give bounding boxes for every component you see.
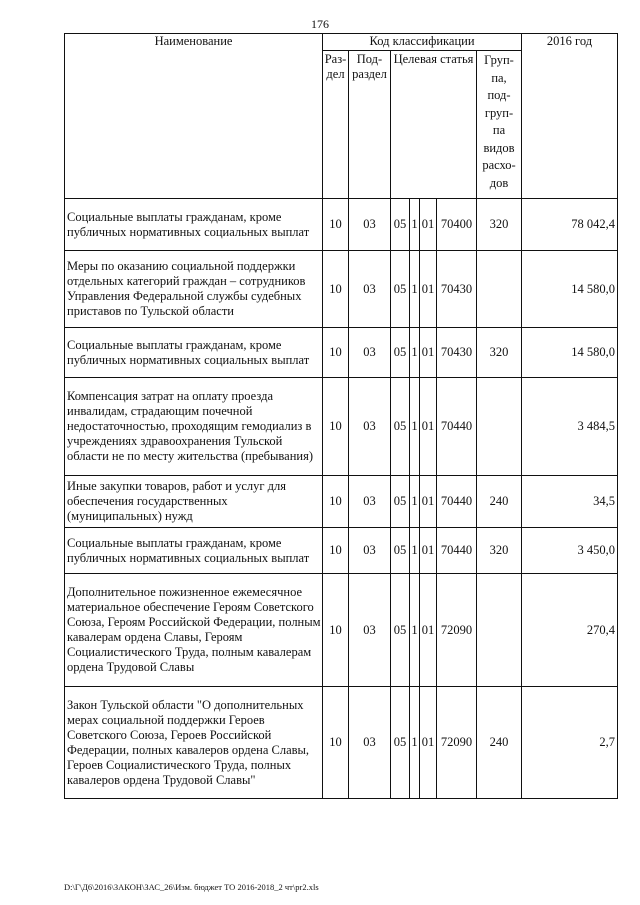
file-path-footer: D:\Г\Д6\2016\ЗАКОН\ЗАС_26\Изм. бюджет ТО 2016-2018_2 чт\pr2.xls <box>64 882 319 892</box>
header-name: Наименование <box>65 34 323 199</box>
row-section: 10 <box>323 199 349 251</box>
table-header <box>65 34 618 199</box>
row-expense-group: 240 <box>477 687 522 799</box>
row-target-direction: 72090 <box>437 574 477 687</box>
row-subsection: 03 <box>349 574 391 687</box>
table-row <box>65 378 618 476</box>
row-amount: 3 450,0 <box>522 528 618 574</box>
row-amount: 78 042,4 <box>522 199 618 251</box>
row-section: 10 <box>323 574 349 687</box>
row-target-event: 01 <box>420 528 437 574</box>
table-row <box>65 328 618 378</box>
row-amount: 14 580,0 <box>522 251 618 328</box>
row-expense-group: 320 <box>477 528 522 574</box>
header-group: Груп- па, под- груп- па видов расхо- дов <box>477 51 522 199</box>
row-target-program: 05 <box>391 378 410 476</box>
row-name: Социальные выплаты гражданам, кроме публичных нормативных социальных выплат <box>65 528 323 574</box>
row-section: 10 <box>323 528 349 574</box>
row-expense-group: 240 <box>477 476 522 528</box>
row-subsection: 03 <box>349 251 391 328</box>
row-name: Компенсация затрат на оплату проезда инвалидам, страдающим почечной недостаточностью, проходящим гемодиализ в учреждениях здравоохранения Тульской области не по месту жительства (пребывания) <box>65 378 323 476</box>
row-target-direction: 70400 <box>437 199 477 251</box>
table-row <box>65 476 618 528</box>
row-target-program: 05 <box>391 476 410 528</box>
row-target-event: 01 <box>420 328 437 378</box>
table-row <box>65 251 618 328</box>
table-row <box>65 687 618 799</box>
table-row <box>65 574 618 687</box>
row-target-program: 05 <box>391 199 410 251</box>
row-subsection: 03 <box>349 199 391 251</box>
row-section: 10 <box>323 687 349 799</box>
row-target-event: 01 <box>420 687 437 799</box>
page-number: 176 <box>311 17 329 31</box>
row-subsection: 03 <box>349 476 391 528</box>
row-target-event: 01 <box>420 251 437 328</box>
row-amount: 2,7 <box>522 687 618 799</box>
row-target-program: 05 <box>391 251 410 328</box>
row-target-event: 01 <box>420 574 437 687</box>
row-subsection: 03 <box>349 687 391 799</box>
row-subsection: 03 <box>349 528 391 574</box>
row-name: Социальные выплаты гражданам, кроме публичных нормативных социальных выплат <box>65 328 323 378</box>
table-row <box>65 199 618 251</box>
table-row <box>65 528 618 574</box>
header-target: Целевая статья <box>391 51 477 199</box>
row-target-subprogram: 1 <box>410 476 420 528</box>
row-target-program: 05 <box>391 528 410 574</box>
row-name: Иные закупки товаров, работ и услуг для обеспечения государственных (муниципальных) нужд <box>65 476 323 528</box>
row-target-subprogram: 1 <box>410 251 420 328</box>
row-target-program: 05 <box>391 328 410 378</box>
row-target-direction: 70440 <box>437 528 477 574</box>
header-code: Код классификации <box>323 34 522 51</box>
row-target-subprogram: 1 <box>410 574 420 687</box>
row-target-subprogram: 1 <box>410 199 420 251</box>
table-body <box>65 199 618 799</box>
row-target-subprogram: 1 <box>410 378 420 476</box>
row-name: Закон Тульской области "О дополнительных мерах социальной поддержки Героев Советского Союза, Героев Российской Федерации, полных кавалеров ордена Славы, Героев Социалистического Труда, полных кавалеров ордена Трудовой Славы" <box>65 687 323 799</box>
row-target-direction: 70440 <box>437 476 477 528</box>
row-section: 10 <box>323 378 349 476</box>
row-subsection: 03 <box>349 328 391 378</box>
row-target-event: 01 <box>420 199 437 251</box>
row-target-direction: 70440 <box>437 378 477 476</box>
row-amount: 14 580,0 <box>522 328 618 378</box>
row-target-event: 01 <box>420 476 437 528</box>
row-target-direction: 70430 <box>437 328 477 378</box>
row-amount: 3 484,5 <box>522 378 618 476</box>
budget-table <box>64 33 618 799</box>
row-target-subprogram: 1 <box>410 328 420 378</box>
header-subsection: Под- раздел <box>349 51 391 199</box>
row-subsection: 03 <box>349 378 391 476</box>
row-target-program: 05 <box>391 574 410 687</box>
row-target-event: 01 <box>420 378 437 476</box>
row-section: 10 <box>323 328 349 378</box>
row-name: Социальные выплаты гражданам, кроме публичных нормативных социальных выплат <box>65 199 323 251</box>
header-section: Раз- дел <box>323 51 349 199</box>
row-target-direction: 72090 <box>437 687 477 799</box>
row-name: Дополнительное пожизненное ежемесячное материальное обеспечение Героям Советского Союза, Героям Российской Федерации, полным кавалерам ордена Славы, Героям Социалистического Труда, полным кавалерам ордена Трудовой Славы <box>65 574 323 687</box>
row-target-subprogram: 1 <box>410 528 420 574</box>
row-target-program: 05 <box>391 687 410 799</box>
row-amount: 34,5 <box>522 476 618 528</box>
row-target-subprogram: 1 <box>410 687 420 799</box>
row-expense-group <box>477 574 522 687</box>
row-expense-group: 320 <box>477 199 522 251</box>
row-target-direction: 70430 <box>437 251 477 328</box>
row-expense-group: 320 <box>477 328 522 378</box>
header-year: 2016 год <box>522 34 618 199</box>
row-expense-group <box>477 251 522 328</box>
row-amount: 270,4 <box>522 574 618 687</box>
row-expense-group <box>477 378 522 476</box>
row-section: 10 <box>323 251 349 328</box>
row-name: Меры по оказанию социальной поддержки отдельных категорий граждан – сотрудников Управления Федеральной службы судебных приставов по Тульской области <box>65 251 323 328</box>
row-section: 10 <box>323 476 349 528</box>
